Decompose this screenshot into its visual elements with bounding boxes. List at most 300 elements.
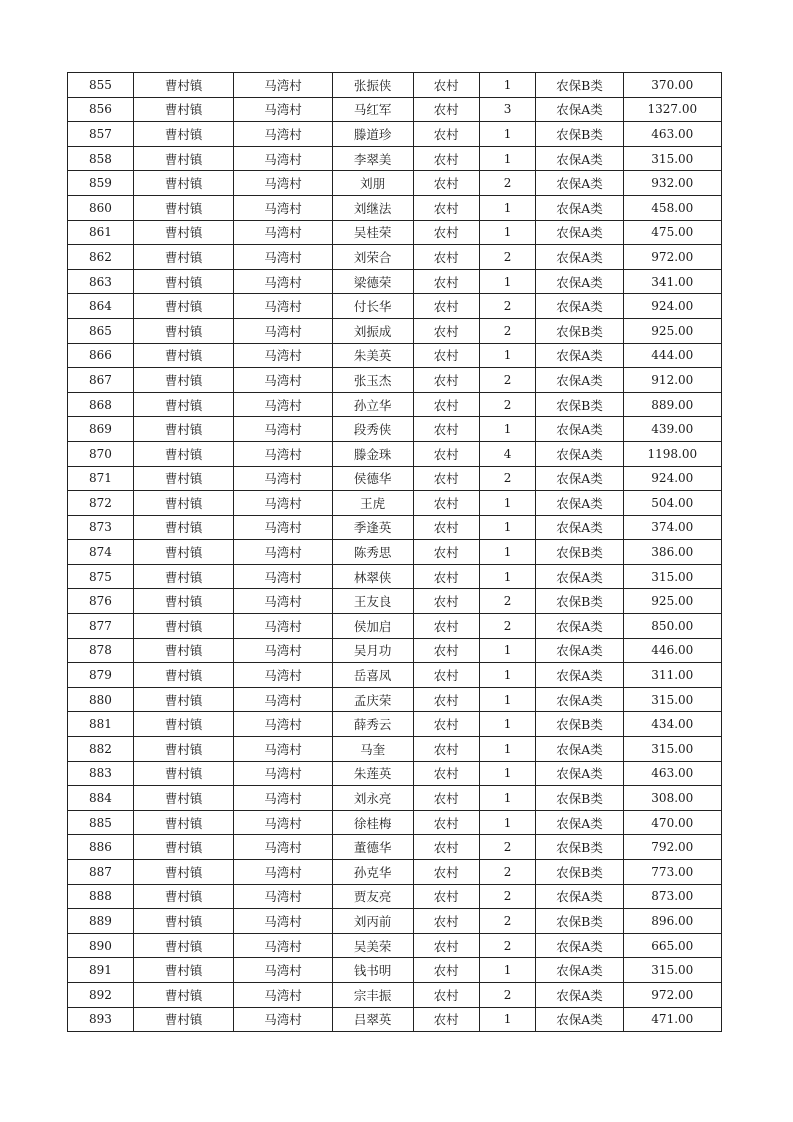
member-count-cell: 2: [479, 933, 536, 958]
insurance-category-cell: 农保A类: [536, 515, 623, 540]
village-cell: 马湾村: [234, 737, 332, 762]
member-count-cell: 3: [479, 97, 536, 122]
town-cell: 曹村镇: [133, 564, 233, 589]
serial-number-cell: 861: [68, 220, 134, 245]
insurance-category-cell: 农保A类: [536, 269, 623, 294]
table-row: [68, 540, 722, 565]
insurance-category-cell: 农保B类: [536, 122, 623, 147]
village-cell: 马湾村: [234, 860, 332, 885]
member-count-cell: 2: [479, 466, 536, 491]
village-cell: 马湾村: [234, 441, 332, 466]
insurance-category-cell: 农保B类: [536, 318, 623, 343]
household-type-cell: 农村: [413, 614, 479, 639]
member-count-cell: 1: [479, 269, 536, 294]
serial-number-cell: 873: [68, 515, 134, 540]
amount-cell: 370.00: [623, 73, 721, 98]
village-cell: 马湾村: [234, 1007, 332, 1032]
member-count-cell: 2: [479, 294, 536, 319]
household-type-cell: 农村: [413, 860, 479, 885]
table-row: [68, 663, 722, 688]
name-cell: 滕金珠: [332, 441, 413, 466]
table-row: [68, 933, 722, 958]
serial-number-cell: 880: [68, 687, 134, 712]
member-count-cell: 1: [479, 687, 536, 712]
household-type-cell: 农村: [413, 146, 479, 171]
name-cell: 马奎: [332, 737, 413, 762]
amount-cell: 463.00: [623, 761, 721, 786]
table-row: [68, 417, 722, 442]
name-cell: 段秀侠: [332, 417, 413, 442]
village-cell: 马湾村: [234, 663, 332, 688]
table-row: [68, 687, 722, 712]
name-cell: 梁德荣: [332, 269, 413, 294]
serial-number-cell: 863: [68, 269, 134, 294]
name-cell: 侯加启: [332, 614, 413, 639]
name-cell: 张玉杰: [332, 368, 413, 393]
serial-number-cell: 857: [68, 122, 134, 147]
table-row: [68, 515, 722, 540]
town-cell: 曹村镇: [133, 786, 233, 811]
village-cell: 马湾村: [234, 884, 332, 909]
insurance-category-cell: 农保A类: [536, 884, 623, 909]
village-cell: 马湾村: [234, 97, 332, 122]
serial-number-cell: 886: [68, 835, 134, 860]
name-cell: 吴月功: [332, 638, 413, 663]
village-cell: 马湾村: [234, 392, 332, 417]
serial-number-cell: 875: [68, 564, 134, 589]
name-cell: 贾友亮: [332, 884, 413, 909]
household-type-cell: 农村: [413, 220, 479, 245]
table-row: [68, 466, 722, 491]
household-type-cell: 农村: [413, 884, 479, 909]
name-cell: 陈秀思: [332, 540, 413, 565]
name-cell: 付长华: [332, 294, 413, 319]
insurance-category-cell: 农保A类: [536, 810, 623, 835]
insurance-category-cell: 农保A类: [536, 1007, 623, 1032]
insurance-category-cell: 农保B类: [536, 589, 623, 614]
amount-cell: 439.00: [623, 417, 721, 442]
serial-number-cell: 888: [68, 884, 134, 909]
insurance-category-cell: 农保A类: [536, 663, 623, 688]
serial-number-cell: 864: [68, 294, 134, 319]
name-cell: 王友良: [332, 589, 413, 614]
household-type-cell: 农村: [413, 958, 479, 983]
household-type-cell: 农村: [413, 786, 479, 811]
table-row: [68, 97, 722, 122]
town-cell: 曹村镇: [133, 1007, 233, 1032]
village-cell: 马湾村: [234, 466, 332, 491]
household-type-cell: 农村: [413, 638, 479, 663]
amount-cell: 446.00: [623, 638, 721, 663]
name-cell: 吕翠英: [332, 1007, 413, 1032]
member-count-cell: 1: [479, 220, 536, 245]
member-count-cell: 1: [479, 195, 536, 220]
table-row: [68, 368, 722, 393]
name-cell: 刘继法: [332, 195, 413, 220]
household-type-cell: 农村: [413, 417, 479, 442]
table-row: [68, 712, 722, 737]
amount-cell: 458.00: [623, 195, 721, 220]
household-type-cell: 农村: [413, 122, 479, 147]
name-cell: 钱书明: [332, 958, 413, 983]
amount-cell: 972.00: [623, 245, 721, 270]
household-type-cell: 农村: [413, 269, 479, 294]
town-cell: 曹村镇: [133, 589, 233, 614]
member-count-cell: 2: [479, 982, 536, 1007]
serial-number-cell: 884: [68, 786, 134, 811]
name-cell: 刘朋: [332, 171, 413, 196]
name-cell: 刘振成: [332, 318, 413, 343]
member-count-cell: 2: [479, 884, 536, 909]
town-cell: 曹村镇: [133, 982, 233, 1007]
member-count-cell: 2: [479, 171, 536, 196]
amount-cell: 315.00: [623, 146, 721, 171]
village-cell: 马湾村: [234, 614, 332, 639]
table-row: [68, 343, 722, 368]
insurance-category-cell: 农保B类: [536, 540, 623, 565]
table-row: [68, 1007, 722, 1032]
household-type-cell: 农村: [413, 737, 479, 762]
table-row: [68, 491, 722, 516]
serial-number-cell: 890: [68, 933, 134, 958]
member-count-cell: 2: [479, 860, 536, 885]
insurance-category-cell: 农保A类: [536, 687, 623, 712]
village-cell: 马湾村: [234, 810, 332, 835]
town-cell: 曹村镇: [133, 122, 233, 147]
name-cell: 薛秀云: [332, 712, 413, 737]
serial-number-cell: 891: [68, 958, 134, 983]
name-cell: 马红军: [332, 97, 413, 122]
household-type-cell: 农村: [413, 589, 479, 614]
insurance-category-cell: 农保A类: [536, 368, 623, 393]
member-count-cell: 1: [479, 491, 536, 516]
table-row: [68, 441, 722, 466]
village-cell: 马湾村: [234, 589, 332, 614]
name-cell: 侯德华: [332, 466, 413, 491]
household-type-cell: 农村: [413, 982, 479, 1007]
insurance-category-cell: 农保A类: [536, 982, 623, 1007]
member-count-cell: 1: [479, 638, 536, 663]
member-count-cell: 1: [479, 761, 536, 786]
village-cell: 马湾村: [234, 835, 332, 860]
serial-number-cell: 859: [68, 171, 134, 196]
insurance-category-cell: 农保A类: [536, 171, 623, 196]
household-type-cell: 农村: [413, 466, 479, 491]
name-cell: 朱莲英: [332, 761, 413, 786]
name-cell: 吴美荣: [332, 933, 413, 958]
member-count-cell: 2: [479, 614, 536, 639]
household-type-cell: 农村: [413, 294, 479, 319]
amount-cell: 912.00: [623, 368, 721, 393]
amount-cell: 463.00: [623, 122, 721, 147]
table-row: [68, 220, 722, 245]
amount-cell: 896.00: [623, 909, 721, 934]
table-row: [68, 958, 722, 983]
serial-number-cell: 871: [68, 466, 134, 491]
serial-number-cell: 866: [68, 343, 134, 368]
household-type-cell: 农村: [413, 392, 479, 417]
name-cell: 岳喜凤: [332, 663, 413, 688]
town-cell: 曹村镇: [133, 933, 233, 958]
serial-number-cell: 860: [68, 195, 134, 220]
member-count-cell: 2: [479, 835, 536, 860]
amount-cell: 889.00: [623, 392, 721, 417]
town-cell: 曹村镇: [133, 810, 233, 835]
amount-cell: 341.00: [623, 269, 721, 294]
member-count-cell: 1: [479, 786, 536, 811]
town-cell: 曹村镇: [133, 909, 233, 934]
amount-cell: 924.00: [623, 294, 721, 319]
insurance-category-cell: 农保A类: [536, 761, 623, 786]
name-cell: 刘永亮: [332, 786, 413, 811]
table-row: [68, 318, 722, 343]
insurance-category-cell: 农保A类: [536, 245, 623, 270]
table-row: [68, 245, 722, 270]
table-row: [68, 392, 722, 417]
table-row: [68, 269, 722, 294]
name-cell: 朱美英: [332, 343, 413, 368]
table-row: [68, 810, 722, 835]
amount-cell: 308.00: [623, 786, 721, 811]
household-type-cell: 农村: [413, 491, 479, 516]
town-cell: 曹村镇: [133, 195, 233, 220]
village-cell: 马湾村: [234, 73, 332, 98]
member-count-cell: 2: [479, 589, 536, 614]
amount-cell: 665.00: [623, 933, 721, 958]
member-count-cell: 1: [479, 122, 536, 147]
serial-number-cell: 874: [68, 540, 134, 565]
serial-number-cell: 879: [68, 663, 134, 688]
member-count-cell: 1: [479, 712, 536, 737]
insurance-category-cell: 农保B类: [536, 835, 623, 860]
serial-number-cell: 856: [68, 97, 134, 122]
amount-cell: 792.00: [623, 835, 721, 860]
amount-cell: 315.00: [623, 687, 721, 712]
name-cell: 吴桂荣: [332, 220, 413, 245]
amount-cell: 1327.00: [623, 97, 721, 122]
name-cell: 刘荣合: [332, 245, 413, 270]
town-cell: 曹村镇: [133, 835, 233, 860]
beneficiary-table: [67, 72, 722, 1032]
amount-cell: 315.00: [623, 564, 721, 589]
insurance-category-cell: 农保A类: [536, 343, 623, 368]
member-count-cell: 1: [479, 540, 536, 565]
serial-number-cell: 867: [68, 368, 134, 393]
table-row: [68, 146, 722, 171]
village-cell: 马湾村: [234, 564, 332, 589]
serial-number-cell: 870: [68, 441, 134, 466]
town-cell: 曹村镇: [133, 958, 233, 983]
village-cell: 马湾村: [234, 982, 332, 1007]
table-row: [68, 564, 722, 589]
insurance-category-cell: 农保A类: [536, 491, 623, 516]
insurance-category-cell: 农保B类: [536, 786, 623, 811]
village-cell: 马湾村: [234, 786, 332, 811]
town-cell: 曹村镇: [133, 269, 233, 294]
town-cell: 曹村镇: [133, 638, 233, 663]
serial-number-cell: 893: [68, 1007, 134, 1032]
town-cell: 曹村镇: [133, 687, 233, 712]
town-cell: 曹村镇: [133, 663, 233, 688]
amount-cell: 315.00: [623, 958, 721, 983]
amount-cell: 924.00: [623, 466, 721, 491]
serial-number-cell: 887: [68, 860, 134, 885]
town-cell: 曹村镇: [133, 614, 233, 639]
insurance-category-cell: 农保A类: [536, 737, 623, 762]
village-cell: 马湾村: [234, 933, 332, 958]
insurance-category-cell: 农保A类: [536, 146, 623, 171]
name-cell: 王虎: [332, 491, 413, 516]
town-cell: 曹村镇: [133, 540, 233, 565]
town-cell: 曹村镇: [133, 245, 233, 270]
village-cell: 马湾村: [234, 491, 332, 516]
table-row: [68, 73, 722, 98]
name-cell: 刘丙前: [332, 909, 413, 934]
name-cell: 张振侠: [332, 73, 413, 98]
member-count-cell: 2: [479, 909, 536, 934]
serial-number-cell: 865: [68, 318, 134, 343]
town-cell: 曹村镇: [133, 343, 233, 368]
amount-cell: 925.00: [623, 318, 721, 343]
member-count-cell: 1: [479, 417, 536, 442]
household-type-cell: 农村: [413, 540, 479, 565]
insurance-category-cell: 农保A类: [536, 195, 623, 220]
member-count-cell: 1: [479, 810, 536, 835]
household-type-cell: 农村: [413, 564, 479, 589]
village-cell: 马湾村: [234, 909, 332, 934]
serial-number-cell: 872: [68, 491, 134, 516]
name-cell: 林翠侠: [332, 564, 413, 589]
insurance-category-cell: 农保A类: [536, 638, 623, 663]
amount-cell: 972.00: [623, 982, 721, 1007]
village-cell: 马湾村: [234, 318, 332, 343]
amount-cell: 504.00: [623, 491, 721, 516]
village-cell: 马湾村: [234, 761, 332, 786]
household-type-cell: 农村: [413, 909, 479, 934]
amount-cell: 1198.00: [623, 441, 721, 466]
insurance-category-cell: 农保A类: [536, 441, 623, 466]
table-row: [68, 884, 722, 909]
amount-cell: 386.00: [623, 540, 721, 565]
table-row: [68, 737, 722, 762]
insurance-category-cell: 农保B类: [536, 712, 623, 737]
name-cell: 季逢英: [332, 515, 413, 540]
insurance-category-cell: 农保A类: [536, 466, 623, 491]
amount-cell: 374.00: [623, 515, 721, 540]
serial-number-cell: 883: [68, 761, 134, 786]
member-count-cell: 1: [479, 146, 536, 171]
name-cell: 李翠美: [332, 146, 413, 171]
serial-number-cell: 877: [68, 614, 134, 639]
name-cell: 徐桂梅: [332, 810, 413, 835]
village-cell: 马湾村: [234, 245, 332, 270]
serial-number-cell: 885: [68, 810, 134, 835]
town-cell: 曹村镇: [133, 761, 233, 786]
town-cell: 曹村镇: [133, 97, 233, 122]
town-cell: 曹村镇: [133, 515, 233, 540]
household-type-cell: 农村: [413, 441, 479, 466]
village-cell: 马湾村: [234, 687, 332, 712]
village-cell: 马湾村: [234, 122, 332, 147]
amount-cell: 932.00: [623, 171, 721, 196]
town-cell: 曹村镇: [133, 441, 233, 466]
amount-cell: 434.00: [623, 712, 721, 737]
household-type-cell: 农村: [413, 761, 479, 786]
town-cell: 曹村镇: [133, 491, 233, 516]
town-cell: 曹村镇: [133, 392, 233, 417]
village-cell: 马湾村: [234, 712, 332, 737]
village-cell: 马湾村: [234, 540, 332, 565]
name-cell: 宗丰振: [332, 982, 413, 1007]
member-count-cell: 2: [479, 318, 536, 343]
household-type-cell: 农村: [413, 933, 479, 958]
insurance-category-cell: 农保A类: [536, 614, 623, 639]
member-count-cell: 4: [479, 441, 536, 466]
town-cell: 曹村镇: [133, 860, 233, 885]
village-cell: 马湾村: [234, 958, 332, 983]
serial-number-cell: 876: [68, 589, 134, 614]
insurance-category-cell: 农保A类: [536, 958, 623, 983]
village-cell: 马湾村: [234, 368, 332, 393]
amount-cell: 444.00: [623, 343, 721, 368]
amount-cell: 925.00: [623, 589, 721, 614]
town-cell: 曹村镇: [133, 146, 233, 171]
insurance-category-cell: 农保A类: [536, 564, 623, 589]
serial-number-cell: 869: [68, 417, 134, 442]
household-type-cell: 农村: [413, 1007, 479, 1032]
table-row: [68, 638, 722, 663]
town-cell: 曹村镇: [133, 171, 233, 196]
insurance-category-cell: 农保B类: [536, 392, 623, 417]
village-cell: 马湾村: [234, 269, 332, 294]
table-body: [68, 73, 722, 1032]
household-type-cell: 农村: [413, 73, 479, 98]
town-cell: 曹村镇: [133, 737, 233, 762]
member-count-cell: 1: [479, 1007, 536, 1032]
name-cell: 孟庆荣: [332, 687, 413, 712]
serial-number-cell: 858: [68, 146, 134, 171]
amount-cell: 471.00: [623, 1007, 721, 1032]
amount-cell: 470.00: [623, 810, 721, 835]
name-cell: 董德华: [332, 835, 413, 860]
household-type-cell: 农村: [413, 245, 479, 270]
table-row: [68, 786, 722, 811]
member-count-cell: 1: [479, 958, 536, 983]
town-cell: 曹村镇: [133, 368, 233, 393]
village-cell: 马湾村: [234, 515, 332, 540]
town-cell: 曹村镇: [133, 294, 233, 319]
member-count-cell: 1: [479, 564, 536, 589]
household-type-cell: 农村: [413, 515, 479, 540]
insurance-category-cell: 农保B类: [536, 73, 623, 98]
member-count-cell: 1: [479, 737, 536, 762]
serial-number-cell: 878: [68, 638, 134, 663]
insurance-category-cell: 农保A类: [536, 97, 623, 122]
member-count-cell: 2: [479, 392, 536, 417]
serial-number-cell: 862: [68, 245, 134, 270]
member-count-cell: 1: [479, 343, 536, 368]
household-type-cell: 农村: [413, 368, 479, 393]
village-cell: 马湾村: [234, 220, 332, 245]
village-cell: 马湾村: [234, 146, 332, 171]
table-row: [68, 122, 722, 147]
amount-cell: 311.00: [623, 663, 721, 688]
town-cell: 曹村镇: [133, 712, 233, 737]
table-row: [68, 614, 722, 639]
village-cell: 马湾村: [234, 638, 332, 663]
household-type-cell: 农村: [413, 318, 479, 343]
table-row: [68, 835, 722, 860]
